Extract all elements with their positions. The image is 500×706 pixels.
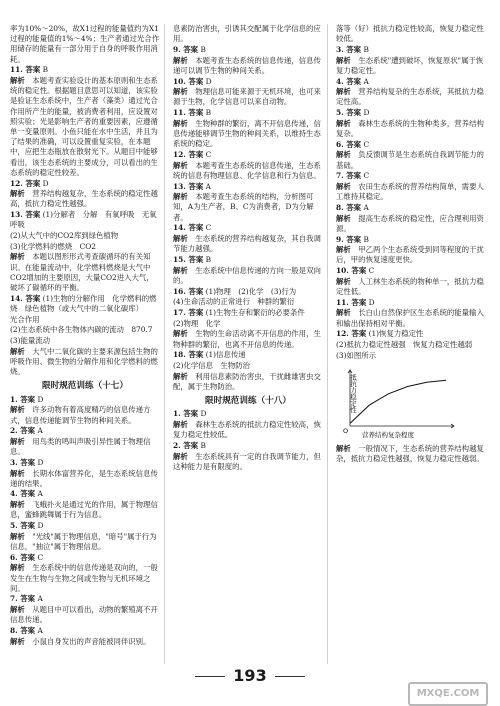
y-axis-label: 抵抗力稳定性 <box>349 374 357 413</box>
item-text: 提高生态系统的稳定性，应合理利用资源。 <box>336 213 484 233</box>
item-text: B <box>363 234 369 244</box>
item-text: A <box>37 426 43 436</box>
question-label: 7. 答案 <box>336 171 362 181</box>
item-text: 用鸟类的鸣叫声吸引异性属于物理信息。 <box>10 436 151 457</box>
explanation-label: 解析 <box>10 531 25 541</box>
answer-item <box>10 179 160 189</box>
item-text: 利用信息素防治害虫，干扰雌雄害虫交配，属于生物防治。 <box>173 371 321 391</box>
item-text: 本题考查实验设计的基本原则和生态系统的稳定性。根据题目意思可以知道，该实验是验证生态系统中，生产者（藻类）通过光合作用所产生的能量，被消费者利用，应设置对照实验；光是影响生产者的重要因素，应遵循单一变量原则。小鱼只能在水中生活，并且为了结果的准确，可以设置重复实验，在本题中，应把生态瓶放在散射光下。从题目中能够看出，该生态系统的主要成分，可以看出的生态系统的稳定性较差。 <box>10 76 158 177</box>
explanation-item <box>10 469 160 489</box>
item-text: A <box>363 202 369 212</box>
question-label: 13. 答案 <box>173 181 204 191</box>
item-text: 小鼠自身发出的声音能被同伴识别。 <box>32 636 151 646</box>
text-item <box>173 24 323 44</box>
text-item <box>336 351 486 361</box>
item-text: C <box>37 552 44 562</box>
item-text: C <box>363 139 370 149</box>
item-text: 长期水体富营养化，是生态系统信息传递的结果。 <box>10 468 158 488</box>
item-text: 生态系统具有一定的自我调节能力，但这种能力是有限度的。 <box>173 451 321 471</box>
question-label: 12. 答案 <box>173 149 204 159</box>
item-text: "光线"属于物理信息，"暗号"属于行为信息，"抽泣"属于物理信息。 <box>10 531 157 551</box>
text-item <box>10 242 160 252</box>
explanation-item <box>336 56 486 76</box>
question-label: 3. 答案 <box>10 457 36 467</box>
question-label: 3. 答案 <box>336 44 362 54</box>
footer-rule-right <box>275 676 305 677</box>
explanation-label: 解析 <box>336 182 351 192</box>
answer-item <box>336 77 486 87</box>
explanation-label: 解析 <box>173 55 188 65</box>
explanation-label: 解析 <box>10 346 25 356</box>
item-text: B <box>200 44 206 54</box>
question-label: 14. 答案 <box>10 293 41 303</box>
item-text: (3)如图所示 <box>336 350 377 360</box>
item-text: 人工林生态系统的物种单一，抵抗力稳定性低。 <box>336 276 484 297</box>
answer-item <box>10 65 160 75</box>
question-label: 4. 答案 <box>10 489 36 499</box>
answer-item <box>336 45 486 55</box>
item-text: A <box>37 626 43 636</box>
question-label: 5. 答案 <box>10 521 36 531</box>
explanation-label: 解析 <box>10 189 25 199</box>
answer-item <box>173 108 323 118</box>
answer-item <box>336 266 486 276</box>
text-item <box>10 315 160 325</box>
item-text: (4)生命活动的正常进行 种群的繁衍 <box>173 297 295 307</box>
item-text: 生物种群的繁衍，离不开信息传递，信息传递能够调节生物的种间关系，以维持生态系统的稳定。 <box>173 118 321 149</box>
question-label: 10. 答案 <box>336 266 367 276</box>
explanation-label: 解析 <box>173 160 188 170</box>
text-item <box>10 325 160 335</box>
explanation-item <box>336 444 486 464</box>
text-item <box>173 319 323 329</box>
item-text: D <box>363 108 370 118</box>
item-text: 长白山自然保护区生态系统的能量输入和输出保持相对平衡。 <box>336 308 484 328</box>
answer-item <box>173 287 323 297</box>
item-text: 营养结构复杂的生态系统，其抵抗力稳定性高。 <box>336 87 484 107</box>
item-text: D <box>37 394 44 404</box>
question-label: 4. 答案 <box>336 76 362 86</box>
item-text: 本题考查生态系统的结构，分析图可知，A为生产者，B、C为消费者，D为分解者。 <box>173 192 314 222</box>
item-text: 生态系统中信息传递的方向一般是双向的。 <box>173 265 321 285</box>
answer-item <box>173 350 323 360</box>
item-text: C <box>368 266 375 276</box>
question-label: 8. 答案 <box>336 202 362 212</box>
answer-item <box>336 108 486 118</box>
question-label: 15. 答案 <box>173 254 204 264</box>
answer-item <box>10 395 160 405</box>
explanation-item <box>10 500 160 520</box>
item-text: (3)化学燃料的燃烧 CO2 <box>10 241 97 251</box>
explanation-item <box>173 452 323 472</box>
item-text: (1)信息传递 <box>205 350 246 360</box>
item-text: 大气中二氧化碳的主要来源包括生物的呼吸作用、微生物的分解作用和化学燃料的燃烧。 <box>10 346 158 377</box>
answer-item <box>173 441 323 451</box>
item-text: (2)抵抗力稳定性越强 恢复力稳定性越弱 <box>336 340 473 350</box>
explanation-item <box>336 119 486 139</box>
item-text: B <box>363 44 369 54</box>
question-label: 1. 答案 <box>10 394 36 404</box>
question-label: 12. 答案 <box>336 329 367 339</box>
explanation-item <box>173 192 323 223</box>
item-text: B <box>42 65 49 75</box>
item-text: 许多动物有着高度精巧的信息传递方式，信息传递能调节生物的种间关系。 <box>10 405 151 425</box>
item-text: 一般情况下，生态系统的营养结构越复杂，抵抗力稳定性越强，恢复力稳定性越弱。 <box>336 444 484 464</box>
explanation-label: 解析 <box>336 87 351 97</box>
explanation-label: 解析 <box>336 276 351 286</box>
explanation-item <box>173 161 323 181</box>
text-item <box>173 297 323 307</box>
question-label: 5. 答案 <box>336 108 362 118</box>
explanation-item <box>336 308 486 328</box>
explanation-item <box>173 119 323 150</box>
chart-block <box>336 364 486 442</box>
answer-item <box>336 140 486 150</box>
answer-item <box>336 329 486 339</box>
column-2 <box>173 24 328 664</box>
item-text: 本题考查生态系统的信息传递，信息传递可以调节生物的种间关系。 <box>173 55 321 75</box>
answer-item <box>10 626 160 636</box>
explanation-item <box>10 637 160 647</box>
explanation-label: 解析 <box>336 150 351 160</box>
explanation-item <box>173 420 323 440</box>
explanation-item <box>10 347 160 378</box>
explanation-label: 解析 <box>173 118 188 128</box>
question-label: 16. 答案 <box>173 286 204 296</box>
item-text: (2)从大气中的CO2库到绿色植物 <box>10 231 119 241</box>
explanation-item <box>336 182 486 202</box>
explanation-item <box>336 87 486 107</box>
explanation-item <box>10 605 160 625</box>
answer-item <box>10 458 160 468</box>
answer-item <box>173 308 323 318</box>
answer-item <box>336 298 486 308</box>
explanation-label: 解析 <box>173 329 188 339</box>
explanation-label: 解析 <box>10 563 25 573</box>
item-text: 甲乙两个生态系统受到同等程度的干扰后，甲的恢复速度更快。 <box>336 245 484 265</box>
watermark-logo: MXQE.COM <box>408 682 488 706</box>
item-text: (1)分解者 分解 有氧呼吸 无氧呼吸 <box>10 210 157 230</box>
item-text: 生物的生命活动离不开信息的作用，生物种群的繁衍，也离不开信息的传递。 <box>173 329 321 349</box>
text-item <box>10 24 160 65</box>
explanation-item <box>336 150 486 170</box>
answer-columns <box>10 24 490 664</box>
item-text: B <box>205 254 212 264</box>
explanation-label: 解析 <box>173 371 188 381</box>
answer-item <box>10 553 160 563</box>
explanation-item <box>173 372 323 392</box>
answer-item <box>336 235 486 245</box>
explanation-label: 解析 <box>10 252 25 262</box>
item-text: 营养结构越复杂，生态系统的稳定性越高，抵抗力稳定性越强。 <box>10 189 158 209</box>
question-label: 6. 答案 <box>336 139 362 149</box>
item-text: 生态系统"遭到破坏，恢复原状"属于恢复力稳定性。 <box>336 55 484 75</box>
explanation-label: 解析 <box>173 420 188 430</box>
item-text: (3)能量流动 <box>10 336 51 346</box>
explanation-label: 解析 <box>10 636 25 646</box>
item-text: D <box>37 457 44 467</box>
text-item <box>336 340 486 350</box>
explanation-item <box>336 214 486 234</box>
item-text: 率为10%～20%，故X1过程的能量值约为X1过程的能量值的1%～4%；生产者通过光合作用储存的能量有一部分用于自身的呼吸作用消耗。 <box>10 24 160 64</box>
item-text: 息素防治害虫，引诱其交配属于化学信息的应用。 <box>173 24 321 44</box>
answer-item <box>173 150 323 160</box>
item-text: 物理信息可能来源于无机环境，也可来源于生物，化学信息可以来自动物。 <box>173 87 321 107</box>
question-label: 9. 答案 <box>173 44 199 54</box>
item-text: D <box>200 409 207 419</box>
explanation-item <box>336 277 486 297</box>
item-text: 生态系统中的信息传递是双向的，一般发生在生物与生物之间或生物与无机环境之间。 <box>10 563 158 593</box>
explanation-item <box>173 56 323 76</box>
explanation-label: 解析 <box>173 234 188 244</box>
explanation-item <box>173 266 323 286</box>
item-text: 落等（好）抵抗力稳定性较高，恢复力稳定性较低。 <box>336 24 484 44</box>
footer-page-number: 193 <box>233 666 267 685</box>
question-label: 11. 答案 <box>173 108 204 118</box>
explanation-label: 解析 <box>10 468 25 478</box>
answer-item <box>173 182 323 192</box>
explanation-item <box>10 532 160 552</box>
item-text: B <box>205 108 212 118</box>
item-text: D <box>37 521 44 531</box>
x-axis-label: 营养结构复杂程度 <box>362 431 414 439</box>
item-text: (2)化学信息 生物防治 <box>173 361 250 370</box>
item-text: 农田生态系统的营养结构简单，需要人工维持其稳定。 <box>336 182 484 202</box>
explanation-label: 解析 <box>10 405 25 415</box>
explanation-item <box>173 87 323 107</box>
explanation-label: 解析 <box>173 451 188 461</box>
item-text: 森林生态系统的抵抗力稳定性较高，恢复力稳定性较低。 <box>173 420 321 440</box>
answer-item <box>10 294 160 314</box>
explanation-label: 解析 <box>336 55 351 65</box>
question-label: 8. 答案 <box>10 626 36 636</box>
item-text: 飞蛾扑火是通过光的作用，属于物理信息，蜜蜂跳舞属于行为信息。 <box>10 500 158 520</box>
question-label: 17. 答案 <box>173 307 204 317</box>
item-text: A <box>205 181 211 191</box>
item-text: C <box>205 149 212 159</box>
question-label: 10. 答案 <box>173 76 204 86</box>
item-text: A <box>37 594 43 604</box>
text-item <box>10 336 160 346</box>
question-label: 6. 答案 <box>10 552 36 562</box>
explanation-item <box>10 76 160 178</box>
item-text: (1)生物生存和繁衍的必要条件 <box>205 307 305 317</box>
question-label: 11. 答案 <box>10 65 41 75</box>
column-3 <box>336 24 490 664</box>
explanation-label: 解析 <box>336 308 351 318</box>
item-text: C <box>205 223 212 233</box>
answer-item <box>10 594 160 604</box>
column-1 <box>10 24 165 664</box>
explanation-label: 解析 <box>336 118 351 128</box>
item-text: B <box>200 440 206 450</box>
explanation-label: 解析 <box>173 265 188 275</box>
answer-item <box>10 521 160 531</box>
item-text: 本题以图形形式考查碳循环的有关知识。在能量流动中，化学燃料燃烧是大气中CO2增加的主要原因，大量CO2进入大气，破坏了碳循环的平衡。 <box>10 252 154 293</box>
item-text: (1)物理 (2)化学 (3)行为 <box>205 286 297 296</box>
answer-item <box>336 171 486 181</box>
question-label: 13. 答案 <box>10 210 41 220</box>
explanation-item <box>336 245 486 265</box>
explanation-item <box>173 329 323 349</box>
explanation-label: 解析 <box>336 213 351 223</box>
explanation-label: 解析 <box>10 436 25 446</box>
item-text: (2)物理 化学 <box>173 318 221 328</box>
explanation-label: 解析 <box>336 444 351 453</box>
question-label: 14. 答案 <box>173 223 204 233</box>
item-text: 从题目中可以看出，动物的繁殖离不开信息传递。 <box>10 605 158 625</box>
item-text: 森林生态系统的生物种类多，营养结构复杂。 <box>336 118 484 139</box>
section-heading: 限时规范训练（十七） <box>42 381 128 392</box>
item-text: A <box>37 489 43 499</box>
series-line <box>350 380 446 423</box>
explanation-item <box>10 252 160 293</box>
explanation-label: 解析 <box>173 192 188 202</box>
question-label: 2. 答案 <box>173 440 199 450</box>
question-label: 12. 答案 <box>10 178 41 188</box>
answer-item <box>10 210 160 230</box>
item-text: 负反馈调节是生态系统自我调节能力的基础。 <box>336 150 484 170</box>
answer-item <box>173 45 323 55</box>
question-label: 2. 答案 <box>10 426 36 436</box>
question-label: 7. 答案 <box>10 594 36 604</box>
explanation-item <box>10 405 160 425</box>
explanation-label: 解析 <box>173 87 188 97</box>
footer-rule-left <box>195 676 225 677</box>
item-text: D <box>368 297 375 307</box>
item-text: C <box>363 171 370 181</box>
answer-item <box>173 255 323 265</box>
stability-chart <box>336 364 466 442</box>
text-item <box>336 24 486 44</box>
item-text: A <box>363 76 369 86</box>
text-item <box>173 361 323 371</box>
answer-item <box>336 203 486 213</box>
explanation-label: 解析 <box>10 500 25 510</box>
explanation-label: 解析 <box>10 605 25 615</box>
answer-item <box>173 223 323 233</box>
answer-item <box>173 409 323 419</box>
explanation-item <box>10 563 160 594</box>
answer-item <box>10 489 160 499</box>
answer-item <box>173 77 323 87</box>
question-label: 11. 答案 <box>336 297 367 307</box>
answer-item <box>10 426 160 436</box>
explanation-item <box>173 234 323 254</box>
item-text: 生态系统的营养结构越复杂，其自我调节能力越强。 <box>173 234 321 254</box>
item-text: (1)生物的分解作用 化学燃料的燃烧 绿色植物（或大气中的二氧化碳库） <box>10 293 157 313</box>
item-text: 光合作用 <box>10 314 40 324</box>
explanation-item <box>10 437 160 457</box>
item-text: (1)恢复力稳定性 <box>368 329 424 339</box>
explanation-label: 解析 <box>336 245 351 255</box>
text-item <box>10 231 160 241</box>
question-label: 1. 答案 <box>173 409 199 419</box>
explanation-label: 解析 <box>10 76 25 86</box>
question-label: 18. 答案 <box>173 350 204 360</box>
section-heading: 限时规范训练（十八） <box>205 396 291 407</box>
item-text: 本题考查生态系统的信息传递，生态系统的信息有物理信息、化学信息和行为信息。 <box>173 160 321 180</box>
origin-label: O <box>343 427 349 435</box>
item-text: (2)生态系统中各生物体内碳的流动 870.7 <box>10 325 153 335</box>
item-text: D <box>42 178 49 188</box>
item-text: D <box>205 76 212 86</box>
explanation-item <box>10 189 160 209</box>
question-label: 9. 答案 <box>336 234 362 244</box>
